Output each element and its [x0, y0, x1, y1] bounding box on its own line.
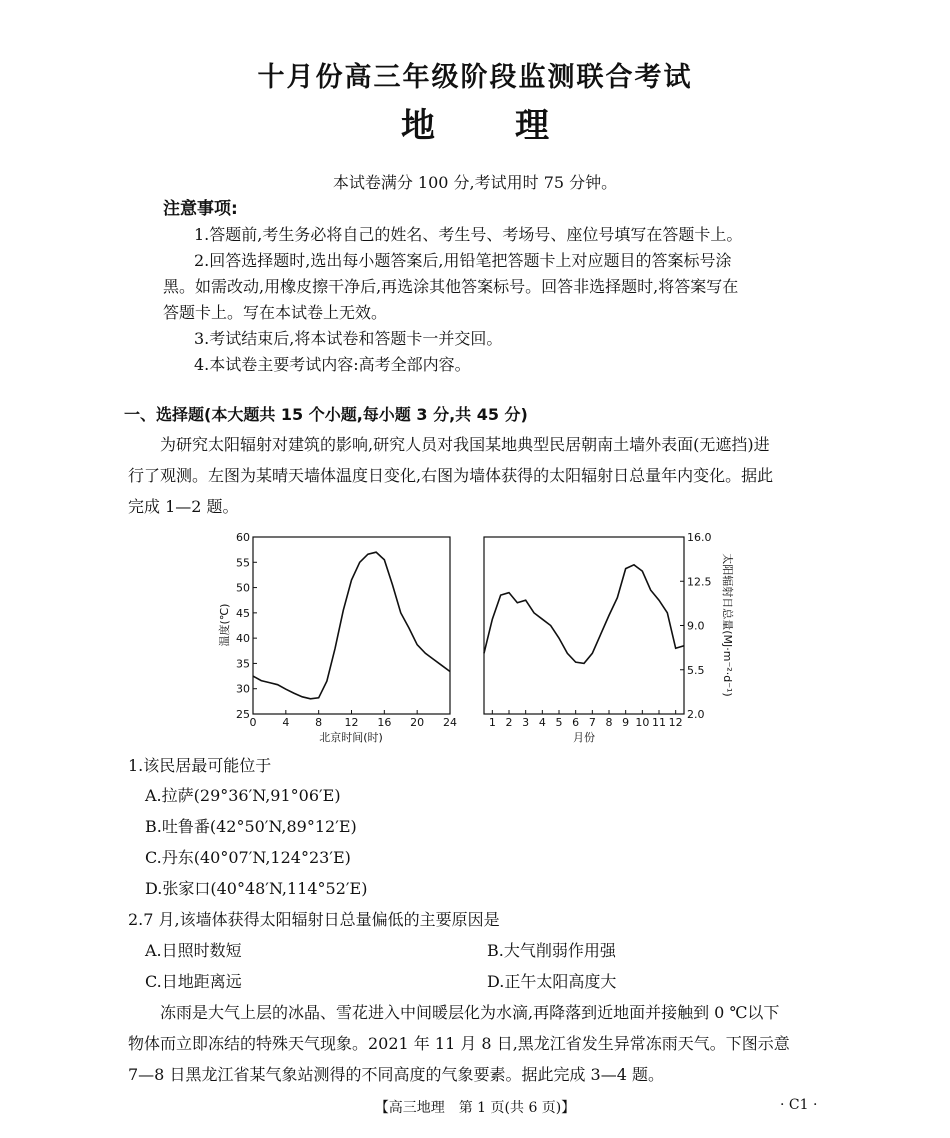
- notice-item-2-line-1: 2.回答选择题时,选出每小题答案后,用铅笔把答题卡上对应题目的答案标号涂: [194, 251, 732, 270]
- radiation-series-line: [484, 565, 684, 664]
- subject-char-1: 地: [401, 106, 435, 146]
- radiation-x-tick-label: 1: [488, 716, 496, 729]
- temperature-x-tick-label: 16: [377, 716, 392, 729]
- temperature-x-tick-label: 12: [344, 716, 359, 729]
- subject-char-2: 理: [515, 106, 549, 146]
- temperature-series-line: [253, 552, 450, 699]
- temperature-y-tick-label: 30: [236, 682, 250, 696]
- q2-option-a[interactable]: A.日照时数短: [145, 941, 242, 960]
- temperature-y-tick-label: 40: [236, 632, 250, 646]
- temperature-y-tick-label: 45: [236, 606, 250, 620]
- page-code: · C1 ·: [780, 1097, 818, 1113]
- radiation-x-tick-label: 6: [572, 716, 580, 729]
- notice-item-2-line-2: 黑。如需改动,用橡皮擦干净后,再选涂其他答案标号。回答非选择题时,将答案写在: [163, 277, 739, 296]
- q1-option-a[interactable]: A.拉萨(29°36′N,91°06′E): [145, 786, 341, 805]
- intro-line-3: 完成 1—2 题。: [128, 497, 239, 516]
- radiation-x-label: 月份: [573, 731, 595, 744]
- temperature-y-tick-label: 25: [236, 708, 250, 721]
- temperature-x-label: 北京时间(时): [319, 731, 383, 744]
- temperature-x-tick-label: 24: [443, 716, 457, 729]
- subject-title: [0, 98, 950, 147]
- radiation-y-tick-label: 16.0: [687, 531, 712, 544]
- temperature-x-tick-label: 0: [249, 716, 257, 729]
- radiation-y-tick-label: 2.0: [687, 708, 705, 721]
- temperature-y-tick-label: 60: [236, 531, 250, 544]
- radiation-x-tick-label: 3: [522, 716, 530, 729]
- q2-option-c[interactable]: C.日地距离远: [145, 972, 242, 991]
- passage-line-2: 物体而立即冻结的特殊天气现象。2021 年 11 月 8 日,黑龙江省发生异常冻雨天气。下图示意: [128, 1034, 790, 1053]
- temperature-y-tick-label: 35: [236, 657, 250, 671]
- radiation-x-tick-label: 12: [668, 716, 683, 729]
- temperature-x-tick-label: 20: [410, 716, 425, 729]
- radiation-x-tick-label: 8: [605, 716, 613, 729]
- radiation-chart-frame: [484, 537, 684, 714]
- q1-option-c[interactable]: C.丹东(40°07′N,124°23′E): [145, 848, 351, 867]
- passage-line-3: 7—8 日黑龙江省某气象站测得的不同高度的气象要素。据此完成 3—4 题。: [128, 1065, 664, 1084]
- radiation-y-tick-label: 9.0: [687, 619, 705, 633]
- q1-option-d[interactable]: D.张家口(40°48′N,114°52′E): [145, 879, 368, 898]
- radiation-x-tick-label: 2: [505, 716, 513, 729]
- radiation-x-tick-label: 9: [622, 716, 630, 729]
- radiation-x-tick-label: 10: [635, 716, 650, 729]
- exam-title: 十月份高三年级阶段监测联合考试: [257, 62, 693, 93]
- radiation-x-tick-label: 4: [538, 716, 546, 729]
- page-footer: 【高三地理 第 1 页(共 6 页)】: [374, 1100, 576, 1116]
- intro-line-1: 为研究太阳辐射对建筑的影响,研究人员对我国某地典型民居朝南土墙外表面(无遮挡)进: [160, 435, 770, 454]
- q2-option-d[interactable]: D.正午太阳高度大: [487, 972, 617, 991]
- q1-option-b[interactable]: B.吐鲁番(42°50′N,89°12′E): [145, 817, 357, 836]
- radiation-y-label: 太阳辐射日总量(MJ·m⁻²·d⁻¹): [721, 553, 734, 697]
- temperature-chart: [210, 525, 470, 750]
- intro-line-2: 行了观测。左图为某晴天墙体温度日变化,右图为墙体获得的太阳辐射日总量年内变化。据此: [128, 466, 774, 485]
- radiation-x-tick-label: 5: [555, 716, 563, 729]
- notice-item-4: 4.本试卷主要考试内容:高考全部内容。: [194, 355, 471, 374]
- q2-stem: 2.7 月,该墙体获得太阳辐射日总量偏低的主要原因是: [128, 910, 500, 929]
- temperature-x-tick-label: 8: [315, 716, 323, 729]
- radiation-x-tick-label: 7: [588, 716, 596, 729]
- temperature-y-tick-label: 55: [236, 556, 250, 570]
- radiation-chart: [470, 525, 750, 750]
- exam-info: 本试卷满分 100 分,考试用时 75 分钟。: [332, 173, 618, 192]
- temperature-y-label: 温度(℃): [218, 603, 231, 647]
- radiation-y-tick-label: 12.5: [687, 575, 712, 589]
- notice-heading: 注意事项:: [163, 199, 238, 219]
- notice-item-1: 1.答题前,考生务必将自己的姓名、考生号、考场号、座位号填写在答题卡上。: [194, 225, 743, 244]
- notice-item-2-line-3: 答题卡上。写在本试卷上无效。: [163, 303, 388, 322]
- notice-item-3: 3.考试结束后,将本试卷和答题卡一并交回。: [194, 329, 503, 348]
- radiation-y-tick-label: 5.5: [687, 663, 705, 677]
- radiation-x-tick-label: 11: [652, 716, 666, 729]
- q2-option-b[interactable]: B.大气削弱作用强: [487, 941, 616, 960]
- section-heading: 一、选择题(本大题共 15 个小题,每小题 3 分,共 45 分): [124, 405, 528, 424]
- temperature-y-tick-label: 50: [236, 581, 250, 595]
- temperature-x-tick-label: 4: [282, 716, 290, 729]
- q1-stem: 1.该民居最可能位于: [128, 756, 272, 775]
- passage-line-1: 冻雨是大气上层的冰晶、雪花进入中间暖层化为水滴,再降落到近地面并接触到 0 ℃以下: [160, 1003, 780, 1022]
